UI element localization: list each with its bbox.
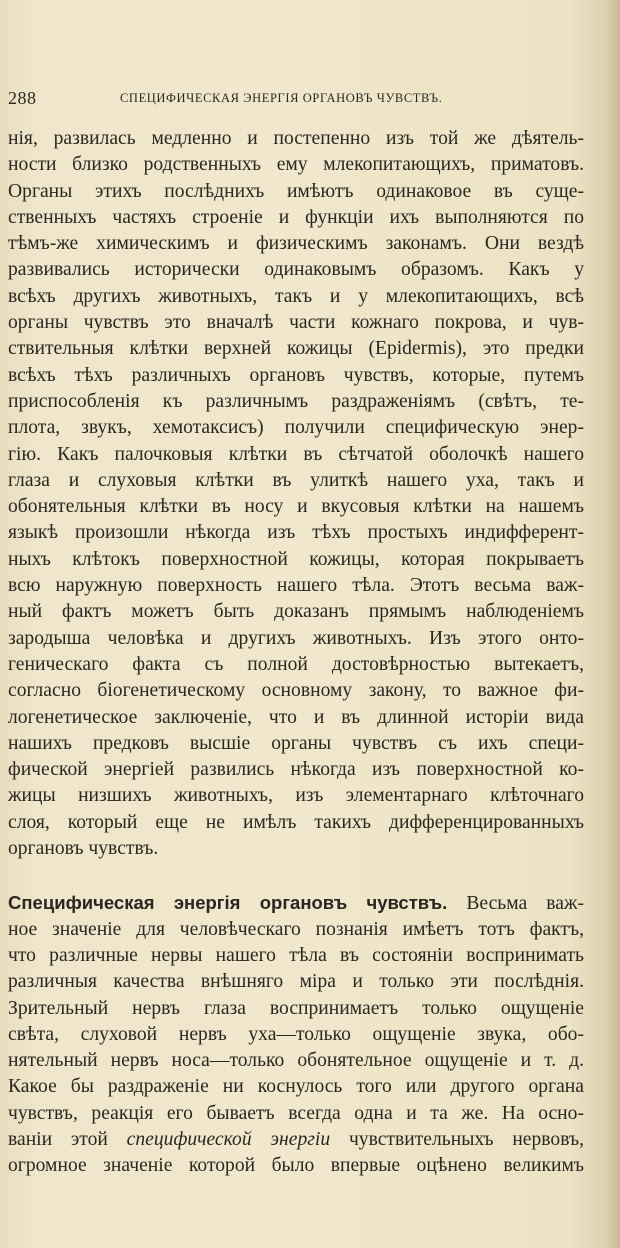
text-line: свѣта, слуховой нервъ уха—только ощущеніе звука, обо- <box>8 1023 584 1045</box>
text-line <box>8 890 584 916</box>
text-line: органы чувствъ это вначалѣ части кожнаго покрова, и чув- <box>8 312 584 334</box>
page-header <box>8 88 608 110</box>
section-heading: Специфическая энергія органовъ чувствъ. <box>8 892 448 914</box>
text-line: Органы этихъ послѣднихъ имѣютъ одинаковое въ суще- <box>8 180 584 202</box>
text-line: жицы низшихъ животныхъ, изъ элементарнаго клѣточнаго <box>8 785 584 807</box>
text-line: согласно біогенетическому основному закону, то важное фи- <box>8 680 584 702</box>
page-number: 288 <box>8 88 37 108</box>
heading-line-rest: Весьма важ- <box>447 893 584 915</box>
text-line: тѣмъ-же химическимъ и физическимъ законамъ. Они вездѣ <box>8 233 584 255</box>
text-line: ное значеніе для человѣческаго познанія имѣетъ тотъ фактъ, <box>8 918 584 940</box>
text-line: геническаго факта съ полной достовѣрностью вытекаетъ, <box>8 653 584 675</box>
text-line: языкѣ произошли нѣкогда изъ тѣхъ простыхъ индифферент- <box>8 522 584 544</box>
running-head: СПЕЦИФИЧЕСКАЯ ЭНЕРГІЯ ОРГАНОВЪ ЧУВСТВЪ. <box>120 91 443 105</box>
text-run: ваніи этой <box>8 1128 127 1150</box>
text-line: обонятельныя клѣтки въ носу и вкусовыя клѣтки на нашемъ <box>8 496 584 518</box>
paragraph-1 <box>8 126 584 862</box>
text-line: ныхъ клѣтокъ поверхностной кожицы, которая покрываетъ <box>8 548 584 570</box>
text-line: Зрительный нервъ глаза воспринимаетъ только ощущеніе <box>8 997 584 1019</box>
text-line: ности близко родственныхъ ему млекопитающихъ, приматовъ. <box>8 154 584 176</box>
paragraph-2 <box>8 890 584 1179</box>
text-line: развивались исторически одинаковымъ образомъ. Какъ у <box>8 259 584 281</box>
text-line: чувствъ, реакція его бываетъ всегда одна и та же. На осно- <box>8 1102 584 1124</box>
text-line: органовъ чувствъ. <box>8 838 159 860</box>
text-line: зародыша человѣка и другихъ животныхъ. Изъ этого онто- <box>8 627 584 649</box>
text-line: слоя, который еще не имѣлъ такихъ дифференцированныхъ <box>8 811 584 833</box>
page-edge-shadow <box>606 0 620 1248</box>
text-line: приспособленія къ различнымъ раздраженіямъ (свѣтъ, те- <box>8 390 584 412</box>
text-line: ствительныя клѣтки верхней кожицы (Epidermis), это предки <box>8 338 584 360</box>
text-line: плота, звукъ, хемотаксисъ) получили специфическую энер- <box>8 417 584 439</box>
text-line: всю наружную поверхность нашего тѣла. Этотъ весьма важ- <box>8 575 584 597</box>
text-line: ственныхъ частяхъ строеніе и функціи ихъ выполняются по <box>8 206 584 228</box>
body-text <box>8 126 584 1180</box>
text-line: логенетическое заключеніе, что и въ длинной исторіи вида <box>8 706 584 728</box>
text-line: Какое бы раздраженіе ни коснулось того или другого органа <box>8 1076 584 1098</box>
text-line: нашихъ предковъ высшіе органы чувствъ съ ихъ специ- <box>8 732 584 754</box>
text-line: различныя качества внѣшняго міра и только эти послѣднія. <box>8 971 584 993</box>
text-line: глаза и слуховыя клѣтки въ улиткѣ нашего уха, такъ и <box>8 469 584 491</box>
text-run: чувствительныхъ нервовъ, <box>330 1128 585 1150</box>
text-line: огромное значеніе которой было впервые оцѣнено великимъ <box>8 1155 584 1177</box>
text-line: нія, развилась медленно и постепенно изъ той же дѣятель- <box>8 128 584 149</box>
text-line: всѣхъ другихъ животныхъ, такъ и у млекопитающихъ, всѣ <box>8 285 584 307</box>
text-line: что различные нервы нашего тѣла въ состояніи воспринимать <box>8 944 584 966</box>
text-line: ный фактъ можетъ быть доказанъ прямымъ наблюденіемъ <box>8 601 584 623</box>
text-line: гію. Какъ палочковыя клѣтки въ сѣтчатой оболочкѣ нашего <box>8 443 584 465</box>
italic-term: специфической энергіи <box>126 1128 331 1150</box>
text-line: всѣхъ тѣхъ различныхъ органовъ чувствъ, которые, путемъ <box>8 364 584 386</box>
text-line <box>8 1127 584 1153</box>
text-line: нятельный нервъ носа—только обонятельное ощущеніе и т. д. <box>8 1050 584 1072</box>
text-line: фической энергіей развились нѣкогда изъ поверхностной ко- <box>8 759 584 781</box>
